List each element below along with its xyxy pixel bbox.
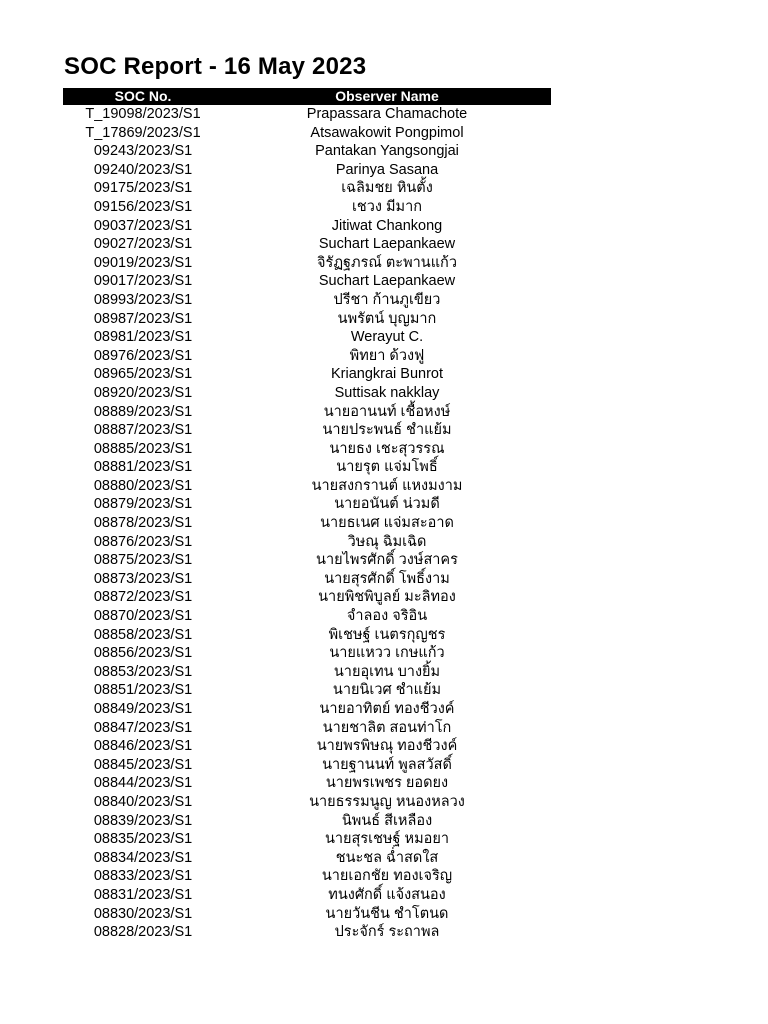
soc-no-cell: 08853/2023/S1: [93, 663, 193, 680]
observer-name-cell: นายประพนธ์ ชำแย้ม: [322, 422, 452, 439]
soc-no-cell: 08887/2023/S1: [93, 422, 193, 439]
soc-no-cell: 08833/2023/S1: [93, 868, 193, 885]
soc-no-cell: 08965/2023/S1: [93, 366, 193, 383]
soc-no-cell: 08840/2023/S1: [93, 793, 193, 810]
table-row: [63, 347, 551, 366]
table-row: [63, 272, 551, 291]
soc-no-cell: 08830/2023/S1: [93, 905, 193, 922]
observer-name-cell: พิเชษฐ์ เนตรกุญชร: [328, 626, 446, 643]
table-row: [63, 886, 551, 905]
table-row: [63, 923, 551, 942]
table-row: [63, 681, 551, 700]
observer-name-cell: Suchart Laepankaew: [318, 236, 456, 253]
soc-no-cell: 09156/2023/S1: [93, 198, 193, 215]
observer-name-cell: ชนะชล ฉ่ำสดใส: [335, 849, 439, 866]
table-row: [63, 310, 551, 329]
table-row: [63, 551, 551, 570]
soc-no-cell: 08885/2023/S1: [93, 440, 193, 457]
observer-name-cell: Kriangkrai Bunrot: [330, 366, 444, 383]
observer-name-cell: Werayut C.: [350, 329, 424, 346]
soc-no-cell: 09240/2023/S1: [93, 161, 193, 178]
table-row: [63, 403, 551, 422]
soc-no-cell: 08834/2023/S1: [93, 849, 193, 866]
table-row: [63, 179, 551, 198]
soc-no-cell: 08872/2023/S1: [93, 589, 193, 606]
observer-name-cell: นายอุเทน บางยิ้ม: [333, 663, 441, 680]
observer-name-cell: พิทยา ด้วงฟู: [349, 347, 425, 364]
soc-no-cell: 08878/2023/S1: [93, 515, 193, 532]
observer-name-cell: นายสงกรานต์ แหงมงาม: [311, 477, 463, 494]
soc-no-cell: T_19098/2023/S1: [85, 106, 201, 122]
observer-name-cell: จำลอง จริอิน: [346, 608, 428, 625]
observer-name-cell: นายชาลิต สอนท่าโก: [322, 719, 452, 736]
table-row: [63, 142, 551, 161]
soc-no-cell: 09175/2023/S1: [93, 180, 193, 197]
table-row: [63, 700, 551, 719]
soc-no-cell: 08870/2023/S1: [93, 608, 193, 625]
observer-name-cell: นายอานนท์ เชื้อหงษ์: [323, 403, 451, 420]
column-header-observer-name: Observer Name: [335, 88, 439, 104]
soc-no-cell: 08880/2023/S1: [93, 477, 193, 494]
table-row: [63, 124, 551, 143]
soc-no-cell: 08835/2023/S1: [93, 831, 193, 848]
table-row: [63, 905, 551, 924]
soc-no-cell: 08889/2023/S1: [93, 403, 193, 420]
table-row: [63, 663, 551, 682]
soc-no-cell: 08875/2023/S1: [93, 552, 193, 569]
soc-no-cell: 08856/2023/S1: [93, 645, 193, 662]
observer-name-cell: นายธรรมนูญ หนองหลวง: [309, 793, 465, 810]
observer-name-cell: นายธง เชะสุวรรณ: [329, 440, 445, 457]
soc-no-cell: 09243/2023/S1: [93, 143, 193, 160]
soc-no-cell: 09037/2023/S1: [93, 217, 193, 234]
column-header-soc-no: SOC No.: [114, 88, 172, 104]
observer-name-cell: นายนิเวศ ชำแย้ม: [332, 682, 442, 699]
table-row: [63, 644, 551, 663]
observer-name-cell: Pantakan Yangsongjai: [315, 143, 459, 160]
soc-no-cell: 08920/2023/S1: [93, 384, 193, 401]
table-row: [63, 812, 551, 831]
observer-name-cell: เฉลิมชย หินตั้ง: [341, 180, 433, 197]
observer-name-cell: นายอาทิตย์ ทองชีวงค์: [319, 701, 455, 717]
table-body: [63, 105, 551, 942]
table-row: [63, 384, 551, 403]
soc-no-cell: 08849/2023/S1: [93, 701, 193, 717]
observer-name-cell: นายรุต แจ่มโพธิ์: [336, 459, 438, 476]
table-row: [63, 440, 551, 459]
observer-name-cell: นายสุรศักดิ์ โพธิ์งาม: [324, 570, 450, 587]
soc-no-cell: 08993/2023/S1: [93, 291, 193, 308]
table-row: [63, 291, 551, 310]
table-row: [63, 421, 551, 440]
observer-name-cell: นายไพรศักดิ์ วงษ์สาคร: [316, 552, 458, 569]
table-row: [63, 328, 551, 347]
table-row: [63, 793, 551, 812]
soc-no-cell: 08831/2023/S1: [93, 886, 193, 903]
observer-name-cell: นายฐานนท์ พูลสวัสดิ์: [322, 756, 452, 773]
table-row: [63, 198, 551, 217]
soc-no-cell: 09019/2023/S1: [93, 254, 193, 271]
observer-name-cell: นิพนธ์ สีเหลือง: [341, 812, 433, 829]
table-row: [63, 477, 551, 496]
table-row: [63, 533, 551, 552]
observer-name-cell: Suchart Laepankaew: [318, 273, 456, 290]
soc-report-table: [63, 88, 551, 942]
observer-name-cell: ประจักร์ ระถาพล: [334, 924, 440, 941]
observer-name-cell: Jitiwat Chankong: [331, 217, 443, 234]
table-row: [63, 626, 551, 645]
observer-name-cell: Parinya Sasana: [335, 161, 439, 178]
soc-no-cell: 08847/2023/S1: [93, 719, 193, 736]
table-row: [63, 235, 551, 254]
soc-no-cell: 08881/2023/S1: [93, 459, 193, 476]
table-row: [63, 867, 551, 886]
observer-name-cell: นายเอกชัย ทองเจริญ: [321, 868, 453, 885]
table-row: [63, 161, 551, 180]
observer-name-cell: ทนงศักดิ์ แจ้งสนอง: [328, 886, 446, 903]
soc-no-cell: 08876/2023/S1: [93, 533, 193, 550]
observer-name-cell: ปรีชา ก้านภูเขียว: [333, 291, 441, 308]
soc-no-cell: 08873/2023/S1: [93, 570, 193, 587]
soc-no-cell: 08981/2023/S1: [93, 329, 193, 346]
observer-name-cell: Atsawakowit Pongpimol: [310, 124, 464, 141]
observer-name-cell: นายธเนศ แจ่มสะอาด: [320, 515, 454, 532]
table-row: [63, 830, 551, 849]
table-row: [63, 570, 551, 589]
table-row: [63, 514, 551, 533]
observer-name-cell: นพรัตน์ บุญมาก: [337, 310, 437, 327]
observer-name-cell: จิรัฏฐภรณ์ ตะพานแก้ว: [317, 254, 457, 271]
table-row: [63, 607, 551, 626]
observer-name-cell: นายพิชพิบูลย์ มะลิทอง: [318, 589, 456, 606]
table-row: [63, 495, 551, 514]
observer-name-cell: วิษณุ ฉิมเฉิด: [347, 533, 427, 550]
table-row: [63, 756, 551, 775]
table-row: [63, 254, 551, 273]
observer-name-cell: นายพรเพชร ยอดยง: [325, 775, 449, 792]
soc-no-cell: 08879/2023/S1: [93, 496, 193, 513]
table-header-row: [63, 88, 551, 105]
observer-name-cell: Suttisak nakklay: [334, 384, 440, 401]
observer-name-cell: นายอนันต์ น่วมดี: [334, 496, 440, 513]
soc-no-cell: 08858/2023/S1: [93, 626, 193, 643]
soc-no-cell: 08839/2023/S1: [93, 812, 193, 829]
table-row: [63, 737, 551, 756]
page-title: SOC Report - 16 May 2023: [64, 53, 367, 80]
soc-no-cell: 08987/2023/S1: [93, 310, 193, 327]
table-row: [63, 774, 551, 793]
table-row: [63, 719, 551, 738]
observer-name-cell: นายวันชีน ชำโตนด: [325, 905, 449, 922]
table-row: [63, 458, 551, 477]
soc-no-cell: 08845/2023/S1: [93, 756, 193, 773]
soc-no-cell: 08844/2023/S1: [93, 775, 193, 792]
soc-no-cell: 09027/2023/S1: [93, 236, 193, 253]
table-row: [63, 105, 551, 124]
table-row: [63, 365, 551, 384]
observer-name-cell: Prapassara Chamachote: [306, 106, 468, 122]
observer-name-cell: นายสุรเชษฐ์ หมอยา: [324, 831, 450, 848]
soc-no-cell: 08976/2023/S1: [93, 347, 193, 364]
soc-no-cell: 09017/2023/S1: [93, 273, 193, 290]
soc-no-cell: 08828/2023/S1: [93, 924, 193, 941]
soc-no-cell: 08851/2023/S1: [93, 682, 193, 699]
soc-no-cell: T_17869/2023/S1: [85, 124, 201, 141]
table-row: [63, 849, 551, 868]
table-row: [63, 588, 551, 607]
table-row: [63, 217, 551, 236]
soc-no-cell: 08846/2023/S1: [93, 738, 193, 755]
observer-name-cell: นายพรพิษณุ ทองชีวงค์: [316, 738, 458, 755]
observer-name-cell: นายแหวว เกษแก้ว: [329, 645, 445, 662]
observer-name-cell: เชวง มีมาก: [351, 198, 423, 215]
